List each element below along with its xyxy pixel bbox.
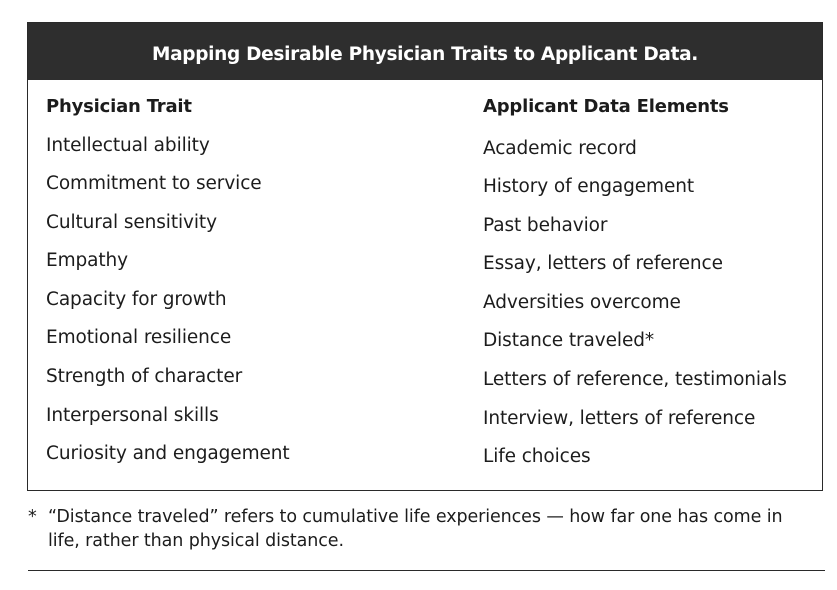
- trait-cell: Cultural sensitivity: [46, 211, 217, 233]
- footnote-text: “Distance traveled” refers to cumulative life experiences — how far one has come in life, rather than physical distance.: [48, 507, 783, 551]
- trait-column: [46, 94, 290, 480]
- data-column-header: Applicant Data Elements: [483, 96, 729, 117]
- trait-cell: Strength of character: [46, 366, 243, 388]
- footnote: [28, 505, 818, 553]
- trait-cell: Commitment to service: [46, 173, 262, 195]
- trait-cell: Curiosity and engagement: [46, 443, 290, 465]
- data-cell: Essay, letters of reference: [483, 253, 723, 275]
- data-cell: Academic record: [483, 137, 637, 159]
- traits-table: [27, 22, 823, 491]
- trait-cell: Empathy: [46, 250, 129, 272]
- data-column: [483, 94, 787, 480]
- footnote-mark: *: [28, 507, 37, 527]
- data-cell: Life choices: [483, 446, 591, 468]
- bottom-divider: [28, 570, 825, 571]
- table-title: Mapping Desirable Physician Traits to Applicant Data.: [151, 43, 699, 65]
- trait-cell: Intellectual ability: [46, 134, 210, 156]
- data-cell: Distance traveled*: [483, 330, 655, 352]
- data-cell: Adversities overcome: [483, 291, 681, 313]
- data-cell: Past behavior: [483, 214, 608, 236]
- trait-cell: Emotional resilience: [46, 327, 232, 349]
- trait-cell: Capacity for growth: [46, 288, 227, 310]
- trait-column-header: Physician Trait: [46, 96, 192, 117]
- data-cell: History of engagement: [483, 176, 695, 198]
- data-cell: Letters of reference, testimonials: [483, 369, 787, 391]
- table-title-bar: [28, 23, 822, 80]
- trait-cell: Interpersonal skills: [46, 404, 219, 426]
- data-cell: Interview, letters of reference: [483, 407, 756, 429]
